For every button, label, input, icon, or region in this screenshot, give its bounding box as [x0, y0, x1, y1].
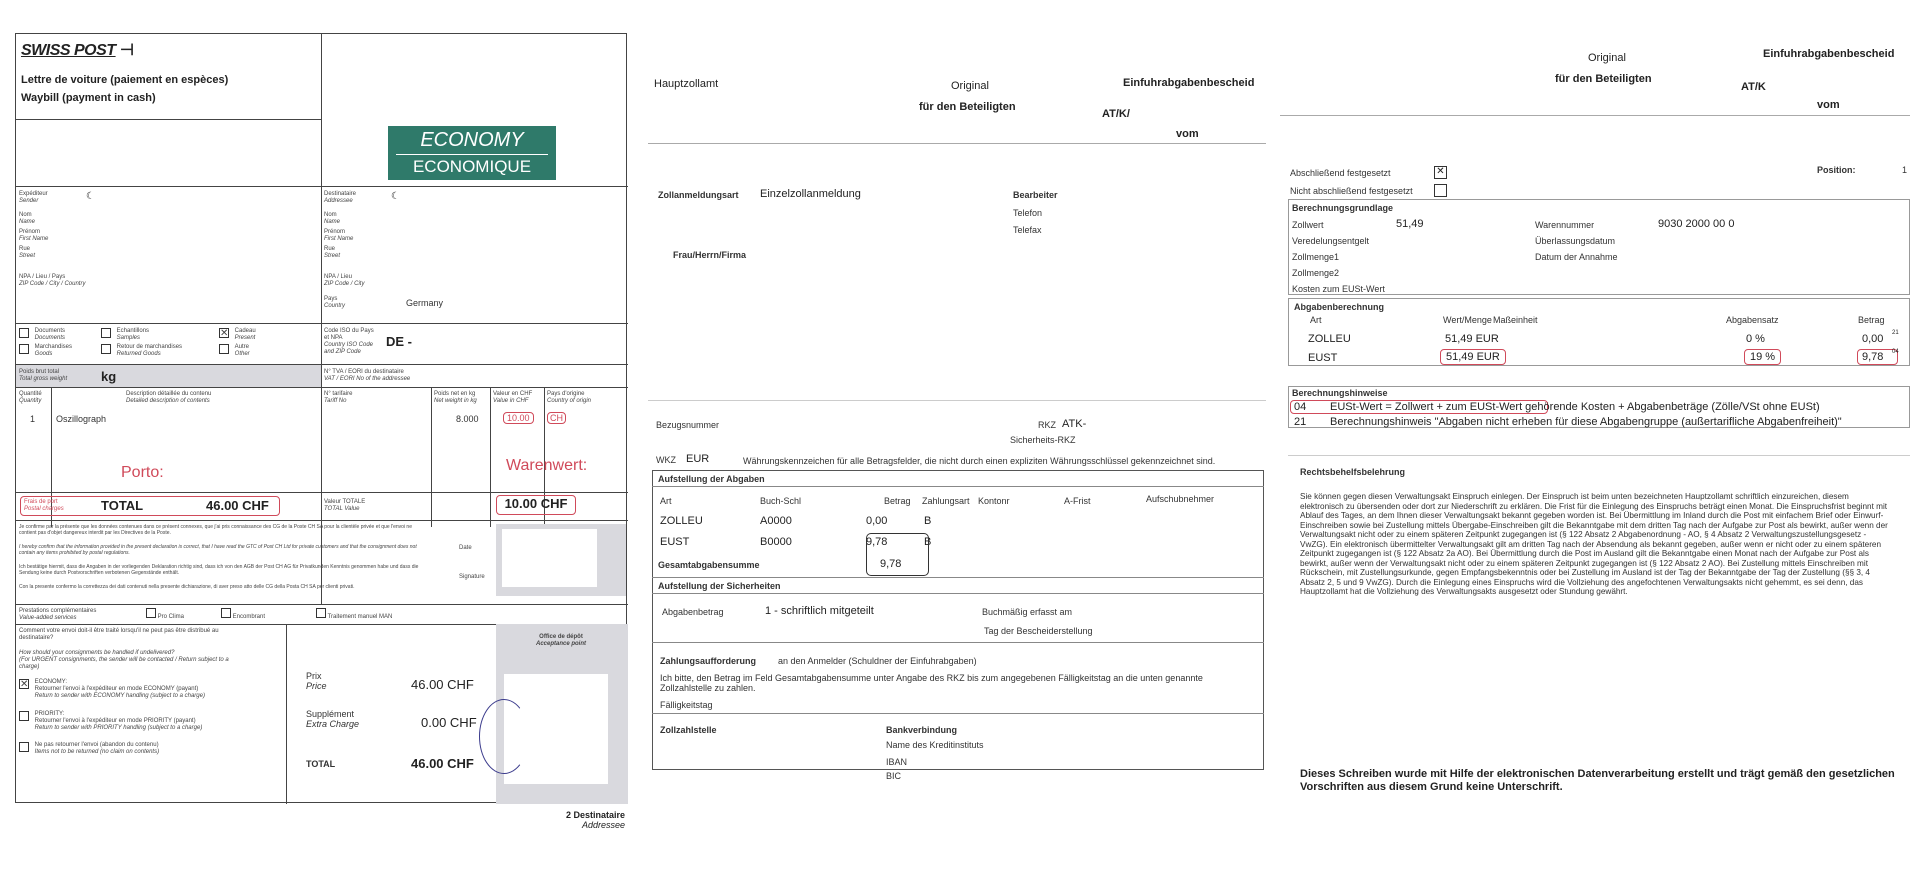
warenwert-note: Warenwert:: [506, 457, 588, 474]
table-row: EUST: [660, 536, 690, 548]
returned-checkbox[interactable]: [101, 344, 111, 354]
decl-type-value: Einzelzollanmeldung: [760, 188, 861, 200]
waybill-title-en: Waybill (payment in cash): [21, 92, 156, 104]
vat-label: N° TVA / EORI du destinataire VAT / EORI No of the addressee: [324, 369, 411, 382]
item-origin: CH: [547, 412, 566, 424]
bulky-checkbox[interactable]: [221, 608, 231, 618]
total-duties: 9,78: [880, 558, 902, 570]
payment-text: Ich bitte, den Betrag im Feld Gesamtabgabensumme unter Angabe des RKZ bis zum angegebenen Fälligkeitstag an die unten genannte Zollzahlstelle zu zahlen.: [660, 673, 1203, 693]
item-value: 10.00: [503, 412, 534, 424]
post-horn-icon: ⊣: [120, 42, 134, 59]
basis-box: [1288, 199, 1910, 295]
category-documents: Documents Documents: [19, 328, 65, 342]
manual-checkbox[interactable]: [316, 608, 326, 618]
phone-icon: ☾: [86, 191, 95, 202]
rkz-value: ATK-: [1062, 418, 1087, 430]
grand-total-label: TOTAL: [306, 759, 336, 769]
category-goods: Marchandises Goods: [19, 344, 72, 358]
not-final-checkbox[interactable]: [1434, 184, 1447, 197]
gift-checkbox[interactable]: [219, 328, 229, 338]
footer-note: Dieses Schreiben wurde mit Hilfe der elektronischen Datenverarbeitung erstellt und trägt gemäß den gesetzlichen Vorschriften aus diesem Grund keine Unterschrift.: [1300, 768, 1895, 793]
waybill-title-fr: Lettre de voiture (paiement en espèces): [21, 74, 229, 86]
economy-badge: ECONOMY ECONOMIQUE: [388, 126, 556, 180]
price-value: 46.00 CHF: [411, 677, 474, 692]
category-returned: Retour de marchandises Returned Goods: [101, 344, 182, 358]
sender-label: Expéditeur Sender: [19, 191, 48, 204]
iso-label: Code ISO du Pays et NPA Country ISO Code and ZIP Code: [324, 328, 374, 355]
for-parties: für den Beteiligten: [919, 101, 1016, 113]
porto-note: Porto:: [121, 464, 164, 481]
notice-title: Einfuhrabgabenbescheid: [1123, 77, 1255, 89]
note-2: Berechnungshinweis "Abgaben nicht erheben für diese Abgabengruppe (außertarifliche Abgabenfreiheit)": [1330, 416, 1842, 428]
country-value: Germany: [406, 298, 444, 308]
waybill-form: SWISS POST ⊣ Lettre de voiture (paiement en espèces) Waybill (payment in cash) ECONOMY ECONOMIQUE Expéditeur Sender ☾ Nom Name Prénom First Name Rue Street NPA / Lieu / Pays ZIP Code / City / Country Destinataire Addressee ☾ Nom Name Prénom First Name Rue Street NPA / Lieu ZIP Code / City Pays Country Germany Documents Documents Marchandises Goods Echantillons Samples Retour de marchandises Returned Goods ✕ Cadeau Present Autre Other Code ISO du Pays et NPA Country ISO Code and ZIP Code DE - Poids brut total Total gross weight kg N° TVA / EORI du destinataire VAT / EORI No of the addressee Quantité Quantity Description détaillée du contenu Detailed description of contents N° tarifaire Tariff No Poids net en kg Net weight in kg Valeur en CHF Value in CHF Pays d'origine Country of origin 1 Oszillograph 8.000 10.00 CH Porto: Warenwert: Frais de port Postal charges TOTAL 46.00 CHF Valeur TOTALE TOTAL Value 10.00 CHF Je confirme par la présente que les données contenues dans ce présent connexes, que j'ai pris connaissance des CG de la Poste CH SA pour la clientèle privée et que l'envoi ne contient pas d'objet dangereux interdit par les Directives de la Poste. I hereby confirm that the information provided in the present declaration is correct, that I have read the GTC of Post CH Ltd for private customers and that the consignment does not contain any items prohibited by postal regulations. Ich bestätige hiermit, dass die Angaben in der vorliegenden Deklaration richtig sind, dass ich von den AGB der Post CH AG für Privatkunden Kenntnis genommen habe und dass die Sendung keine durch Postvorschriften verbotenen Gegenstände enthält. Con la presente confermo la correttezza dei dati contenuti nella presente dichiarazione, di aver preso atto delle CG della Posta CH SA per clienti privati. Date Signature Prestations complémentaires Value-added services Pro Clima Encombrant Traitement manuel MAN Comment votre envoi doit-il être traité lorsqu'il ne peut pas être distribué au destinataire? How should your consignments be handled if undelivered? (For URGENT consignments, the sender will be contacted / Return subject to a charge) ✕ ECONOMY: Retourner l'envoi à l'expéditeur en mode ECONOMY (payant) Return to sender with ECONOMY handling (subject to a charge) PRIORITY: Retourner l'envoi à l'expéditeur en mode PRIORITY (payant) Return to sender with PRIORITY handling (subject to a charge) Ne pas retourner l'envoi (abandon du contenu) Items not to be returned (no claim on contents) Prix Price 46.00 CHF Supplément Extra Charge 0.00 CHF TOTAL 46.00 CHF Office de dépôt Acceptance point: [15, 33, 627, 803]
goods-number: 9030 2000 00 0: [1658, 218, 1735, 230]
table-row: EUST: [1308, 352, 1338, 364]
addressee-label: Destinataire Addressee: [324, 191, 357, 204]
phone-icon-2: ☾: [391, 191, 400, 202]
grand-total-value: 46.00 CHF: [411, 756, 474, 771]
legal-text: Je confirme par la présente que les données contenues dans ce présent connexes, que j'ai pris connaissance des CG de la Poste CH SA pour la clientèle privée et que l'envoi ne contient pas d'objet dangereux interdit par les Directives de la Poste. I hereby confirm that the information provided in the present declaration is correct, that I have read the GTC of Post CH Ltd for private customers and that the consignment does not contain any items prohibited by postal regulations. Ich bestätige hiermit, dass die Angaben in der vorliegenden Deklaration richtig sind, dass ich von den AGB der Post CH AG für Privatkunden Kenntnis genommen habe und dass die Sendung keine durch Postvorschriften verbotenen Gegenstände enthält. Con la presente confermo la correttezza dei dati contenuti nella presente dichiarazione, di aver preso atto delle CG della Posta CH SA per clienti privati.: [19, 524, 419, 590]
extra-charge-value: 0.00 CHF: [421, 715, 477, 730]
notice-title-2: Einfuhrabgabenbescheid: [1763, 48, 1895, 60]
note-1: EUSt-Wert = Zollwert + zum EUSt-Wert gehörende Kosten + Abgabenbeträge (Zölle/VSt ohne EUSt): [1330, 401, 1820, 413]
samples-checkbox[interactable]: [101, 328, 111, 338]
abandon-checkbox[interactable]: [19, 742, 29, 752]
option-priority: PRIORITY: Retourner l'envoi à l'expéditeur en mode PRIORITY (payant) Return to sender with PRIORITY handling (subject to a charge): [19, 711, 202, 732]
item-description: Oszillograph: [56, 414, 107, 424]
customs-value: 51,49: [1396, 218, 1424, 230]
copy-label: 2 Destinataire Addressee: [565, 810, 625, 830]
option-economy: ✕ ECONOMY: Retourner l'envoi à l'expéditeur en mode ECONOMY (payant) Return to sender with ECONOMY handling (subject to a charge): [19, 679, 205, 700]
goods-checkbox[interactable]: [19, 344, 29, 354]
undeliverable-section: Comment votre envoi doit-il être traité lorsqu'il ne peut pas être distribué au destinataire? How should your consignments be handled if undelivered? (For URGENT consignments, the sender will be contacted / Return subject to a charge): [19, 628, 229, 670]
currency-note: Währungskennzeichen für alle Betragsfelder, die nicht durch einen expliziten Währungsschlüssel gekennzeichnet sind.: [743, 456, 1216, 466]
item-qty: 1: [30, 414, 36, 424]
iso-value: DE -: [386, 334, 412, 349]
priority-return-checkbox[interactable]: [19, 711, 29, 721]
documents-checkbox[interactable]: [19, 328, 29, 338]
stamp-circle: [479, 699, 529, 774]
currency-value: EUR: [686, 453, 710, 465]
weight-unit: kg: [101, 369, 117, 384]
swiss-post-logo: SWISS POST ⊣: [21, 42, 134, 59]
import-notice-2: Original Einfuhrabgabenbescheid für den Beteiligten AT/K vom Abschließend festgesetzt ✕ Nicht abschließend festgesetzt Position: 1 Berechnungsgrundlage Zollwert 51,49 Warennummer 9030 2000 00 0 Veredelungsentgelt Überlassungsdatum Zollmenge1 Datum der Annahme Zollmenge2 Kosten zum EUSt-Wert Abgabenberechnung Art Wert/Menge Maßeinheit Abgabensatz Betrag ZOLLEU 51,49 EUR 0 % 0,00 21 EUST 51,49 EUR 19 % 9,78 04 Berechnungshinweise 04 EUSt-Wert = Zollwert + zum EUSt-Wert gehörende Kosten + Abgabenbeträge (Zölle/VSt ohne EUSt) 21 Berechnungshinweis "Abgaben nicht erheben für diese Abgabengruppe (außertarifliche Abgabenfreiheit)" Rechtsbehelfsbelehrung Sie können gegen diesen Verwaltungsakt Einspruch einlegen. Der Einspruch ist beim unten bezeichneten Hauptzollamt schriftlich einzureichen, diesem elektronisch zu übersenden oder dort zur Niederschrift zu erklären. Die Frist für die Einlegung des Einspruchs beträgt einen Monat. Die Einspruchsfrist beginnt mit Ablauf des Tages, an dem Ihnen dieser Verwaltungsakt bekannt gegeben worden ist. Bei Übermittlung im Inland durch die Post mit einfachem Brief oder Einwurf-Einschreiben sowie bei Zustellung mittels Übergabe-Einschreiben gilt die Bekanntgabe mit dem dritten Tag nach der Aufgabe zur Post als bewirkt, außer wenn der Verwaltungsakt nicht oder zu einem späteren Zeitpunkt zugegangen ist (§ 122 Absatz 2 Abgabenordnung - AO, § 4 Absatz 2 Verwaltungszustellungsgesetz - VwZG). Ein elektronisch übermittelter Verwaltungsakt gilt am dritten Tag nach der Absendung als bekannt gegeben, außer wenn er nicht oder zu einem späteren Zeitpunkt zugegangen ist (§ 122 Absatz 2a AO). Bei Übermittlung durch die Post im Ausland gilt die Bekanntgabe einen Monat nach der Aufgabe zur Post als bewirkt, außer wenn der Verwaltungsakt nicht oder zu einem späteren Zeitpunkt zugegangen ist (§ 122 Absatz 2 AO). Bei Zustellung mittels Einschreiben mit Rückschein, mit Zustellungsurkunde, gegen Empfangsbekenntnis oder bei Zustellung im Ausland ist der Tag der Bekanntgabe der Tag der Zustellung (§§ 3, 4 Absatz 2, 5 und 9 VwZG). Durch die Einlegung eines Einspruchs wird die Vollziehung des angefochtenen Verwaltungsakts nicht gehemmt, es sei denn, das Hauptzollamt hat die Vollziehung des Verwaltungsakts ausgesetzt oder Stundung gewährt. Dieses Schreiben wurde mit Hilfe der elektronischen Datenverarbeitung erstellt und trägt gemäß den gesetzlichen Vorschriften aus diesem Grund keine Unterschrift.: [1280, 40, 1920, 800]
category-samples: Echantillons Samples: [101, 328, 149, 342]
option-abandon: Ne pas retourner l'envoi (abandon du contenu) Items not to be returned (no claim on contents): [19, 742, 159, 756]
original-label: Original: [951, 80, 989, 92]
signature-label: Signature: [459, 574, 485, 580]
economy-return-checkbox[interactable]: [19, 679, 29, 689]
office-label: Hauptzollamt: [654, 78, 719, 90]
duties-box: [652, 470, 1264, 770]
total-goods-value: 10.00 CHF: [496, 495, 576, 515]
category-gift: ✕ Cadeau Present: [219, 328, 256, 342]
eust-amount-highlight: 9,78: [1857, 349, 1898, 365]
table-row: ZOLLEU: [660, 515, 703, 527]
category-other: Autre Other: [219, 344, 250, 358]
notice-code: AT/K/: [1102, 108, 1130, 120]
other-checkbox[interactable]: [219, 344, 229, 354]
pro-clima-checkbox[interactable]: [146, 608, 156, 618]
position-value: 1: [1902, 165, 1908, 175]
eust-value-highlight: 51,49 EUR: [1440, 349, 1506, 365]
total-label: TOTAL: [101, 498, 144, 513]
date-label: Date: [459, 545, 472, 551]
appeal-title: Rechtsbehelfsbelehrung: [1300, 467, 1406, 477]
postage-total: 46.00 CHF: [206, 498, 269, 513]
addressee-label: Frau/Herrn/Firma: [673, 250, 747, 260]
vom-label: vom: [1176, 128, 1199, 140]
table-row: ZOLLEU: [1308, 333, 1351, 345]
final-checkbox[interactable]: [1434, 166, 1447, 179]
import-notice-1: Hauptzollamt Original Einfuhrabgabenbescheid für den Beteiligten AT/K/ vom Zollanmeldungsart Einzelzollanmeldung Bearbeiter Telefon Telefax Frau/Herrn/Firma Bezugsnummer RKZ ATK- Sicherheits-RKZ WKZ EUR Währungskennzeichen für alle Betragsfelder, die nicht durch einen expliziten Währungsschlüssel gekennzeichnet sind. Aufstellung der Abgaben Art Buch-Schl Betrag Zahlungsart Kontonr A-Frist Aufschubnehmer ZOLLEU A0000 0,00 B EUST B0000 9,78 B Gesamtabgabensumme 9,78 Aufstellung der Sicherheiten Abgabenbetrag 1 - schriftlich mitgeteilt Buchmäßig erfasst am Tag der Bescheiderstellung Zahlungsaufforderung an den Anmelder (Schuldner der Einfuhrabgaben) Ich bitte, den Betrag im Feld Gesamtabgabensumme unter Angabe des RKZ bis zum angegebenen Fälligkeitstag an die unten genannte Zollzahlstelle zu zahlen. Fälligkeitstag Zollzahlstelle Bankverbindung Name des Kreditinstituts IBAN: [648, 60, 1268, 790]
eust-rate-highlight: 19 %: [1744, 349, 1781, 365]
appeal-text: Sie können gegen diesen Verwaltungsakt Einspruch einlegen. Der Einspruch ist beim unten bezeichneten Hauptzollamt schriftlich einzureichen, diesem elektronisch zu übersenden oder dort zur Niederschrift zu erklären. Die Frist für die Einlegung des Einspruchs beträgt einen Monat. Die Einspruchsfrist beginnt mit Ablauf des Tages, an dem Ihnen dieser Verwaltungsakt bekannt gegeben worden ist. Bei Übermittlung im Inland durch die Post mit einfachem Brief oder Einwurf-Einschreiben sowie bei Zustellung mittels Übergabe-Einschreiben gilt die Bekanntgabe mit dem dritten Tag nach der Aufgabe zur Post als bewirkt, außer wenn der Verwaltungsakt nicht oder zu einem späteren Zeitpunkt zugegangen ist (§ 122 Absatz 2 Abgabenordnung - AO, § 4 Absatz 2 Verwaltungszustellungsgesetz - VwZG). Ein elektronisch übermittelter Verwaltungsakt gilt am dritten Tag nach der Absendung als bekannt gegeben, außer wenn er nicht oder zu einem späteren Zeitpunkt zugegangen ist (§ 122 Absatz 2a AO). Bei Übermittlung durch die Post im Ausland gilt die Bekanntgabe einen Monat nach der Aufgabe zur Post als bewirkt, außer wenn der Verwaltungsakt nicht oder zu einem späteren Zeitpunkt zugegangen ist (§ 122 Absatz 2 AO). Bei Zustellung mittels Einschreiben mit Rückschein, mit Zustellungsurkunde, gegen Empfangsbekenntnis oder bei Zustellung im Ausland ist der Tag der Bekanntgabe der Tag der Zustellung (§§ 3, 4 Absatz 2, 5 und 9 VwZG). Durch die Einlegung eines Einspruchs wird die Vollziehung des angefochtenen Verwaltungsakts nicht gehemmt, es sei denn, das Hauptzollamt hat die Vollziehung des Verwaltungsakts ausgesetzt oder Stundung gewährt.: [1300, 492, 1888, 596]
item-net-weight: 8.000: [456, 414, 479, 424]
